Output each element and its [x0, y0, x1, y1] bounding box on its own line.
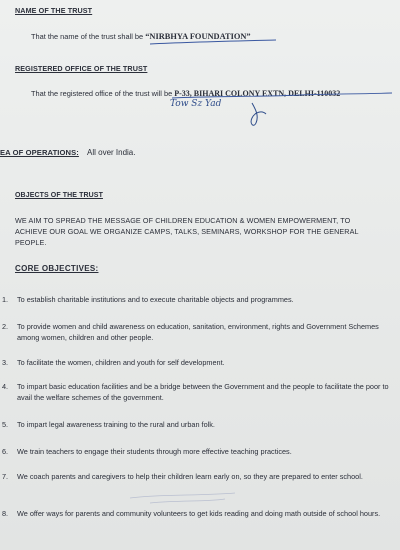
objective-text: We train teachers to engage their students through more effective teaching practices.: [17, 447, 292, 456]
objective-number: 6.: [2, 447, 9, 456]
address-underline-ink: [172, 93, 392, 98]
name-heading: NAME OF THE TRUST: [15, 6, 93, 15]
core-objectives-heading: CORE OBJECTIVES:: [15, 264, 99, 273]
objective-text: We offer ways for parents and community volunteers to get kids reading and doing math outside of school hours.: [17, 509, 381, 518]
objects-heading: OBJECTS OF THE TRUST: [15, 192, 103, 199]
objective-text: To impart legal awareness training to the rural and urban folk.: [17, 420, 215, 429]
objective-text: To establish charitable institutions and to execute charitable objects and programmes.: [17, 295, 294, 304]
objective-text: To impart basic education facilities and be a bridge between the Government and the people to facilitate the poor to avail the welfare schemes of the government.: [17, 382, 389, 402]
faint-scribble: [130, 493, 235, 503]
objective-text: To provide women and child awareness on education, sanitation, environment, rights and Government Schemes among women, children and other people.: [17, 322, 379, 342]
registered-text: That the registered office of the trust will be: [31, 89, 173, 98]
objective-number: 2.: [2, 322, 9, 331]
objective-number: 8.: [2, 509, 9, 518]
name-text: That the name of the trust shall be: [31, 32, 144, 41]
registered-value: P-33, BIHARI COLONY EXTN, DELHI-110032: [174, 89, 341, 98]
signature-scribble: [251, 103, 266, 125]
objective-number: 4.: [2, 382, 9, 391]
area-label: EA OF OPERATIONS:: [0, 148, 79, 157]
objective-text: To facilitate the women, children and youth for self development.: [17, 358, 225, 367]
objective-number: 1.: [2, 295, 9, 304]
objective-number: 7.: [2, 472, 9, 481]
objective-number: 5.: [2, 420, 9, 429]
registered-heading: REGISTERED OFFICE OF THE TRUST: [15, 64, 148, 73]
objective-number: 3.: [2, 358, 9, 367]
name-value: “NIRBHYA FOUNDATION”: [145, 32, 251, 41]
objects-line-3: PEOPLE.: [15, 238, 47, 247]
objects-line-2: ACHIEVE OUR GOAL WE ORGANIZE CAMPS, TALKS, SEMINARS, WORKSHOP FOR THE GENERAL: [15, 227, 359, 236]
handwritten-note: Tow Sz Yad: [170, 99, 222, 109]
name-underline-ink: [150, 40, 276, 44]
objects-line-1: WE AIM TO SPREAD THE MESSAGE OF CHILDREN EDUCATION & WOMEN EMPOWERMENT, TO: [15, 216, 351, 225]
objective-text: We coach parents and caregivers to help their children learn early on, so they are prepared to enter school.: [17, 472, 363, 481]
area-value: All over India.: [87, 148, 136, 157]
